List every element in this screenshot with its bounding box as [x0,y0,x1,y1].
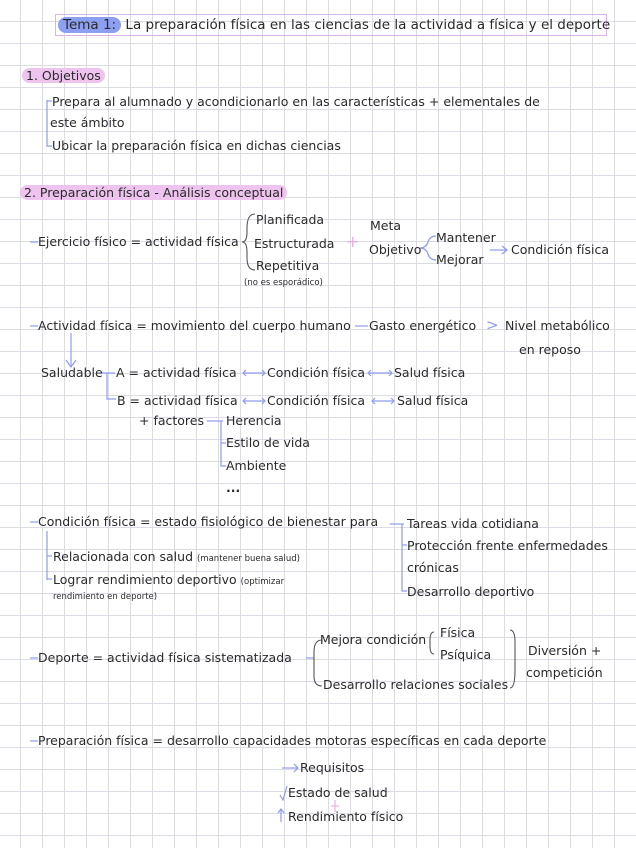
ejercicio-estructurada: Estructurada [254,236,335,251]
condicion-fisica-label: Condición física [511,242,609,257]
desarrollo-relaciones: Desarrollo relaciones sociales [323,677,509,692]
objetivo-label: Objetivo [369,242,422,257]
case-a-salud: Salud física [394,365,466,380]
plus-sign: + [346,232,360,251]
factor-estilo-de-vida: Estilo de vida [226,435,310,450]
condicion-desarrollo: Desarrollo deportivo [407,584,535,599]
mejora-fisica: Física [440,625,476,640]
objective-1-line-1: Prepara al alumnado y acondicionarlo en las características + elementales de [52,94,540,109]
case-a-definition: A = actividad física [116,365,237,380]
mejorar-label: Mejorar [436,252,484,267]
rendimiento-fisico-label: Rendimiento físico [288,809,404,824]
factor-herencia: Herencia [226,413,282,428]
lograr-rendimiento-note-2: rendimiento en deporte) [53,592,158,602]
ejercicio-fisico-definition: Ejercicio físico = actividad física [38,234,239,249]
factor-ellipsis: ... [226,480,241,495]
case-a-condicion: Condición física [267,365,365,380]
topic-title-text: La preparación física en las ciencias de la actividad a física y el deporte [125,17,611,33]
nivel-metabolico-line-2: en reposo [519,342,581,357]
case-b-condicion: Condición física [267,393,365,408]
case-b-definition: B = actividad física [117,393,238,408]
condicion-proteccion-line-2: crónicas [407,560,459,575]
preparacion-fisica-definition: Preparación física = desarrollo capacidades motoras específicas en cada deporte [38,733,547,748]
greater-than-sign: > [486,316,499,334]
objective-1-line-2: este ámbito [50,115,125,130]
factores-label: + factores [139,413,204,428]
requisitos-label: Requisitos [300,760,365,775]
nivel-metabolico-line-1: Nivel metabólico [505,318,610,333]
relacionada-salud: Relacionada con salud (mantener buena salud) [53,549,300,564]
deporte-definition: Deporte = actividad física sistematizada [38,650,292,665]
diversion-line-2: competición [526,665,603,680]
estado-salud-label: Estado de salud [288,785,388,800]
lograr-rendimiento-note-1: (optimizar [240,577,285,587]
ejercicio-repetitiva: Repetitiva [256,258,320,273]
objective-2: Ubicar la preparación física en dichas ciencias [52,138,341,153]
ejercicio-planificada: Planificada [256,212,325,227]
meta-label: Meta [370,218,402,233]
gasto-energetico-label: Gasto energético [369,318,477,333]
mejora-condicion: Mejora condición [320,632,427,647]
case-b-salud: Salud física [397,393,469,408]
mejora-psiquica: Psíquica [440,647,492,662]
section-1-heading: 1. Objetivos [22,68,105,84]
condicion-proteccion-line-1: Protección frente enfermedades [407,538,608,553]
page-title [55,14,611,36]
saludable-label: Saludable [41,365,103,380]
condicion-fisica-definition: Condición física = estado fisiológico de bienestar para [38,514,379,529]
section-2-heading: 2. Preparación física - Análisis conceptual [20,185,287,201]
relacionada-salud-note: (mantener buena salud) [197,554,300,564]
diversion-line-1: Diversión + [528,643,602,658]
factor-ambiente: Ambiente [226,458,287,473]
ejercicio-note: (no es esporádico) [244,278,323,288]
actividad-fisica-definition: Actividad física = movimiento del cuerpo humano [38,318,351,333]
condicion-tareas: Tareas vida cotidiana [407,516,539,531]
lograr-rendimiento: Lograr rendimiento deportivo (optimizar [53,572,285,587]
topic-number-label: Tema 1: [58,17,121,33]
mantener-label: Mantener [436,230,496,245]
